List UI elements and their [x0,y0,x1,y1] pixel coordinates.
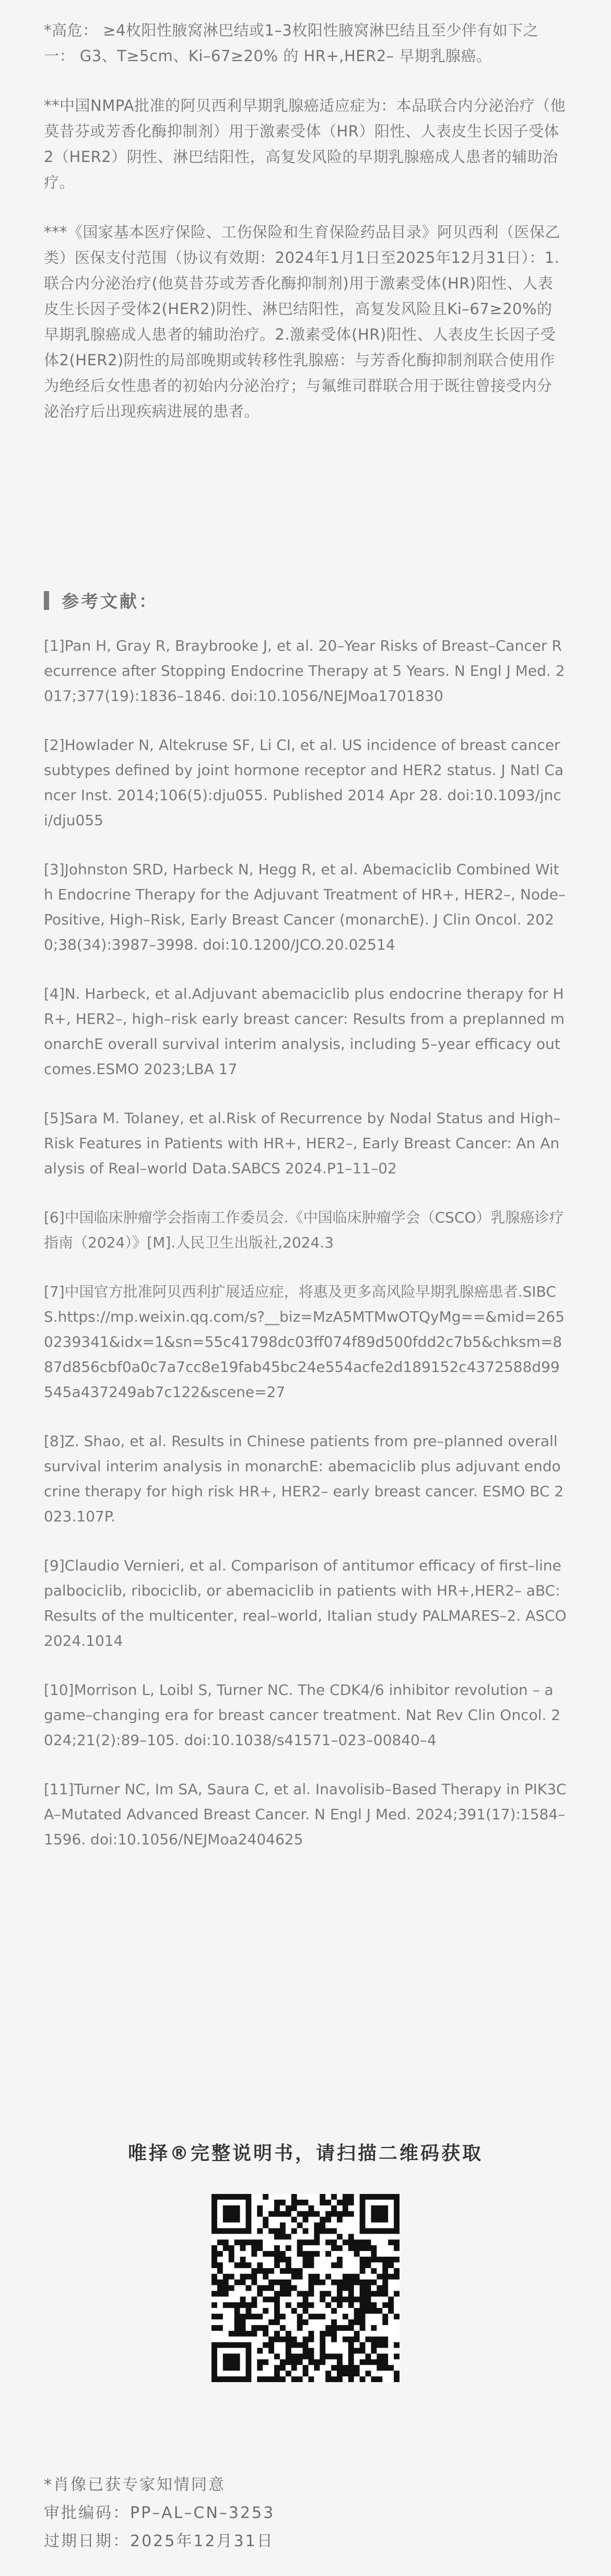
expiry-date: 过期日期：2025年12月31日 [44,2532,274,2550]
consent-note: *肖像已获专家知情同意 [44,2476,226,2494]
reference-item: [4]N. Harbeck, et al.Adjuvant abemaciclib plus endocrine therapy for HR+, HER2–, high–risk early breast cancer: Results from a preplanned monarchE overall survival interim analysis, including 5–year efficacy outcomes.ESMO 2023;LBA 17 [44,985,565,1078]
references-heading [44,588,158,613]
footnote-insurance-scope: ***《国家基本医疗保险、工伤保险和生育保险药品目录》阿贝西利（医保乙类）医保支付范围（协议有效期：2024年1月1日至2025年12月31日）：1.联合内分泌治疗(他莫昔芬或芳香化酶抑制剂)用于激素受体(HR)阳性、人表皮生长因子受体2(HER2)阴性、淋巴结阳性，高复发风险且Ki–67≥20%的早期乳腺癌成人患者的辅助治疗。2.激素受体(HR)阳性、人表皮生长因子受体2(HER2)阴性的局部晚期或转移性乳腺癌：与芳香化酶抑制剂联合使用作为绝经后女性患者的初始内分泌治疗；与氟维司群联合用于既往曾接受内分泌治疗后出现疾病进展的患者。 [44,223,561,420]
reference-item: [2]Howlader N, Altekruse SF, Li CI, et al. US incidence of breast cancer subtypes defined by joint hormone receptor and HER2 status. J Natl Cancer Inst. 2014;106(5):dju055. Published 2014 Apr 28. doi:10.1093/jnci/dju055 [44,736,564,829]
qr-code-icon [212,2194,400,2382]
footer-info [44,2471,275,2556]
references-title: 参考文献： [62,591,158,611]
reference-item: [5]Sara M. Tolaney, et al.Risk of Recurrence by Nodal Status and High–Risk Features in Patients with HR+, HER2–, Early Breast Cancer: An Analysis of Real–world Data.SABCS 2024.P1–11–02 [44,1110,561,1177]
reference-item: [3]Johnston SRD, Harbeck N, Hegg R, et al. Abemaciclib Combined With Endocrine Therapy for the Adjuvant Treatment of HR+, HER2–, Node–Positive, High–Risk, Early Breast Cancer (monarchE). J Clin Oncol. 2020;38(34):3987–3998. doi:10.1200/JCO.20.02514 [44,861,566,953]
heading-bar-decoration [44,591,49,610]
footnote-nmpa-indication: **中国NMPA批准的阿贝西利早期乳腺癌适应症为：本品联合内分泌治疗（他莫昔芬或芳香化酶抑制剂）用于激素受体（HR）阳性、人表皮生长因子受体2（HER2）阴性、淋巴结阳性，高复发风险的早期乳腺癌成人患者的辅助治疗。 [44,97,566,191]
reference-item: [10]Morrison L, Loibl S, Turner NC. The CDK4/6 inhibitor revolution – a game–changing era for breast cancer treatment. Nat Rev Clin Oncol. 2024;21(2):89–105. doi:10.1038/s41571–023–00840–4 [44,1681,561,1749]
reference-item: [1]Pan H, Gray R, Braybrooke J, et al. 20–Year Risks of Breast–Cancer Recurrence after Stopping Endocrine Therapy at 5 Years. N Engl J Med. 2017;377(19):1836–1846. doi:10.1056/NEJMoa1701830 [44,637,565,704]
references-list [44,633,567,1876]
scan-qr-instruction: 唯择®完整说明书，请扫描二维码获取 [127,2143,483,2164]
reference-item: [8]Z. Shao, et al. Results in Chinese patients from pre–planned overall survival interim analysis in monarchE: abemaciclib plus adjuvant endocrine therapy for high risk HR+, HER2– early breast cancer. ESMO BC 2023.107P. [44,1433,564,1525]
qr-code[interactable] [212,2194,400,2382]
reference-item: [7]中国官方批准阿贝西利扩展适应症，将惠及更多高风险早期乳腺癌患者.SIBCS.https://mp.weixin.qq.com/s?__biz=MzA5MTMwOTQyMg==&mid=2650239341&idx=1&sn=55c41798dc03ff074f89d500fdd2c7b5&chksm=887d856cbf0a0c7a7cc8e19fab45bc24e554acfe2d189152c4372588d99545a437249ab7c122&scene=27 [44,1283,565,1401]
reference-item: [6]中国临床肿瘤学会指南工作委员会.《中国临床肿瘤学会（CSCO）乳腺癌诊疗指南（2024）》[M].人民卫生出版社,2024.3 [44,1209,564,1251]
footnote-high-risk: *高危： ≥4枚阳性腋窝淋巴结或1–3枚阳性腋窝淋巴结且至少伴有如下之一： G3、T≥5cm、Ki–67≥20% 的 HR+,HER2– 早期乳腺癌。 [44,21,539,65]
footnotes [44,18,567,448]
reference-item: [9]Claudio Vernieri, et al. Comparison of antitumor efficacy of first–line palbociclib, ribociclib, or abemaciclib in patients with HR+,HER2– aBC: Results of the multicenter, real–world, Italian study PALMARES–2. ASCO2024.1014 [44,1557,567,1649]
approval-code: 审批编码：PP–AL–CN–3253 [44,2504,275,2522]
reference-item: [11]Turner NC, Im SA, Saura C, et al. Inavolisib–Based Therapy in PIK3CA–Mutated Advanced Breast Cancer. N Engl J Med. 2024;391(17):1584–1596. doi:10.1056/NEJMoa2404625 [44,1781,567,1848]
